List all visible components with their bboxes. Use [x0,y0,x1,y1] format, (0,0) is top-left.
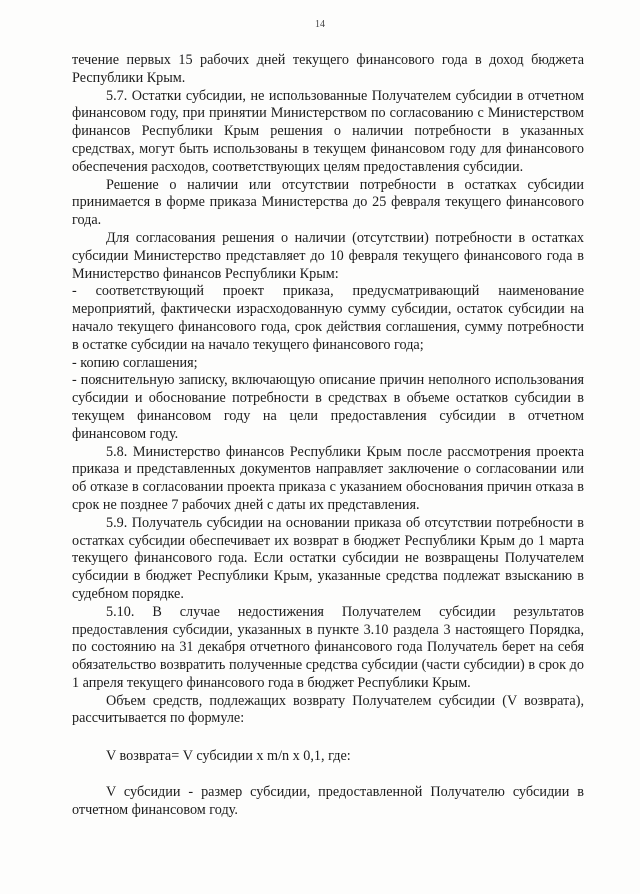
paragraph-continuation: течение первых 15 рабочих дней текущего финансового года в доход бюджета Республики Крым. [72,52,584,86]
formula-definition: V субсидии - размер субсидии, предоставленной Получателю субсидии в отчетном финансовом году. [72,784,584,818]
paragraph-5-10: 5.10. В случае недостижения Получателем субсидии результатов предоставления субсидии, указанных в пункте 3.10 раздела 3 настоящего Порядка, по состоянию на 31 декабря отчетного финансового года Получатель берет на себя обязательство возвратить полученные средства субсидии (части субсидии) в срок до 1 апреля текущего финансового года в бюджет Республики Крым. [72,603,584,691]
paragraph-5-7: 5.7. Остатки субсидии, не использованные Получателем субсидии в отчетном финансовом году, при принятии Министерством по согласованию с Министерством финансов Республики Крым решения о наличии потребности в указанных средствах, могут быть использованы в текущем финансовом году для финансового обеспечения расходов, соответствующих целям предоставления субсидии. [72,87,584,175]
paragraph-approval: Для согласования решения о наличии (отсутствии) потребности в остатках субсидии Министерство представляет до 10 февраля текущего финансового года в Министерство финансов Республики Крым: [72,229,584,282]
paragraph-decision: Решение о наличии или отсутствии потребности в остатках субсидии принимается в форме приказа Министерства до 25 февраля текущего финансового года. [72,176,584,229]
list-item-draft-order: - соответствующий проект приказа, предусматривающий наименование мероприятий, фактически израсходованную сумму субсидии, остаток субсидии на начало текущего финансового года, срок действия соглашения, сумму потребности в остатке субсидии на начало текущего финансового года; [72,283,584,353]
paragraph-5-8: 5.8. Министерство финансов Республики Крым после рассмотрения проекта приказа и представленных документов направляет заключение о согласовании или об отказе в согласовании проекта приказа с указанием обоснования причин отказа в срок не позднее 7 рабочих дней с даты их представления. [72,443,584,513]
list-item-explanatory-note: - пояснительную записку, включающую описание причин неполного использования субсидии и обоснование потребности в средствах в объеме остатков субсидии в текущем финансовом году на цели предоставления субсидии в отчетном финансовом году. [72,372,584,442]
paragraph-return-volume: Объем средств, подлежащих возврату Получателем субсидии (V возврата), рассчитывается по формуле: [72,692,584,727]
document-body [72,52,584,820]
formula: V возврата= V субсидии x m/n x 0,1, где: [106,748,351,765]
page-number: 14 [315,19,325,30]
paragraph-5-9: 5.9. Получатель субсидии на основании приказа об отсутствии потребности в остатках субсидии обеспечивает их возврат в бюджет Республики Крым до 1 марта текущего финансового года. Если остатки субсидии не возвращены Получателем субсидии в бюджет Республики Крым, указанные средства подлежат взысканию в судебном порядке. [72,514,584,602]
list-item-agreement-copy: - копию соглашения; [72,354,198,371]
